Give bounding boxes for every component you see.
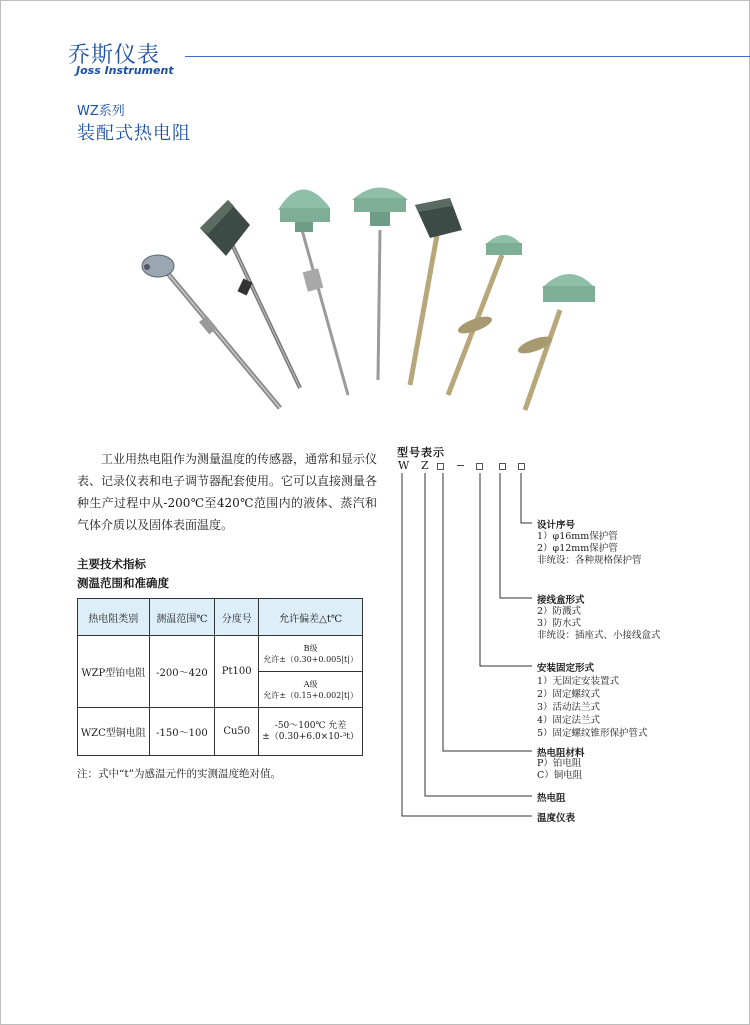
- product-title: 装配式热电阻: [77, 123, 191, 144]
- table-row: [78, 708, 363, 756]
- tolerance-grade: B级: [303, 643, 318, 653]
- specs-subheading: 测温范围和准确度: [77, 576, 169, 590]
- model-heading: 型号表示: [397, 446, 445, 459]
- model-slot-box: [476, 463, 483, 470]
- table-cell-type: WZC型铜电阻: [78, 708, 150, 756]
- table-cell-tolerance: [259, 672, 363, 708]
- tolerance-line: -50～100℃ 允差: [274, 720, 347, 731]
- group-title-material: 热电阻材料: [537, 748, 585, 759]
- group-title-resistor: 热电阻: [537, 793, 566, 804]
- thermo-resistor-1: [142, 255, 280, 408]
- thermo-resistor-6: [448, 235, 522, 395]
- model-code-w: W: [398, 459, 410, 472]
- group-item: C）铜电阻: [537, 770, 583, 781]
- group-item: 非统设：插座式、小接线盒式: [537, 630, 661, 641]
- specs-heading: 主要技术指标: [77, 557, 146, 571]
- group-item: 2）φ12mm保护管: [537, 543, 618, 554]
- thermo-resistor-2: [200, 200, 300, 388]
- group-item: 2）固定螺纹式: [537, 689, 601, 700]
- table-cell-index: Pt100: [215, 636, 259, 708]
- group-item: 1）无固定安装置式: [537, 676, 620, 687]
- tolerance-grade: A级: [303, 679, 318, 689]
- table-header-row: [78, 599, 363, 636]
- group-item: 5）固定螺纹锥形保护管式: [537, 728, 648, 739]
- brand-logo-en: Joss Instrument: [76, 64, 174, 77]
- thermo-resistor-5: [410, 198, 462, 385]
- group-title-junction-box: 接线盒形式: [537, 595, 585, 606]
- table-row: [78, 636, 363, 672]
- group-item: 3）防水式: [537, 618, 582, 629]
- column-header: 热电阻类别: [78, 599, 150, 636]
- column-header: 分度号: [215, 599, 259, 636]
- table-cell-type: WZP型铂电阻: [78, 636, 150, 708]
- table-cell-range: -200～420: [149, 636, 215, 708]
- table-cell-tolerance: [259, 636, 363, 672]
- group-title-temp-instrument: 温度仪表: [537, 813, 576, 824]
- header-divider: [185, 56, 750, 57]
- accuracy-table: [77, 598, 363, 756]
- group-item: 3）活动法兰式: [537, 702, 601, 713]
- tolerance-value: 允许±（0.15+0.002|t|）: [263, 690, 358, 700]
- model-slot-box: [437, 463, 444, 470]
- column-header: 允许偏差△t℃: [259, 599, 363, 636]
- tolerance-value: 允许±（0.30+0.005|t|）: [263, 654, 358, 664]
- group-title-design-no: 设计序号: [537, 520, 576, 531]
- group-item: 非统设：各种规格保护管: [537, 555, 642, 566]
- group-item: 4）固定法兰式: [537, 715, 601, 726]
- thermo-resistor-7: [516, 274, 595, 410]
- thermo-resistor-4: [352, 188, 408, 381]
- product-photo: [130, 170, 620, 420]
- group-title-mounting: 安装固定形式: [537, 663, 595, 674]
- column-header: 测温范围℃: [149, 599, 215, 636]
- model-code-z: Z: [421, 459, 429, 472]
- group-item: P）铂电阻: [537, 758, 582, 769]
- table-note: 注：式中“t”为感温元件的实测温度绝对值。: [77, 768, 281, 780]
- model-dash: [457, 465, 464, 466]
- model-slot-box: [499, 463, 506, 470]
- table-cell-index: Cu50: [215, 708, 259, 756]
- table-cell-tolerance: [259, 708, 363, 756]
- intro-paragraph: 工业用热电阻作为测量温度的传感器，通常和显示仪表、记录仪表和电子调节器配套使用。它可以直接测量各种生产过程中从-200℃至420℃范围内的液体、蒸汽和气体介质以及固体表面温度。: [77, 452, 378, 532]
- brand-logo-cn: 乔斯仪表: [68, 43, 161, 68]
- product-series: WZ系列: [77, 104, 125, 119]
- group-item: 2）防溅式: [537, 606, 582, 617]
- model-slot-box: [518, 463, 525, 470]
- table-cell-range: -150～100: [149, 708, 215, 756]
- group-item: 1）φ16mm保护管: [537, 531, 618, 542]
- tolerance-line: ±（0.30+6.0×10-³t）: [262, 731, 359, 742]
